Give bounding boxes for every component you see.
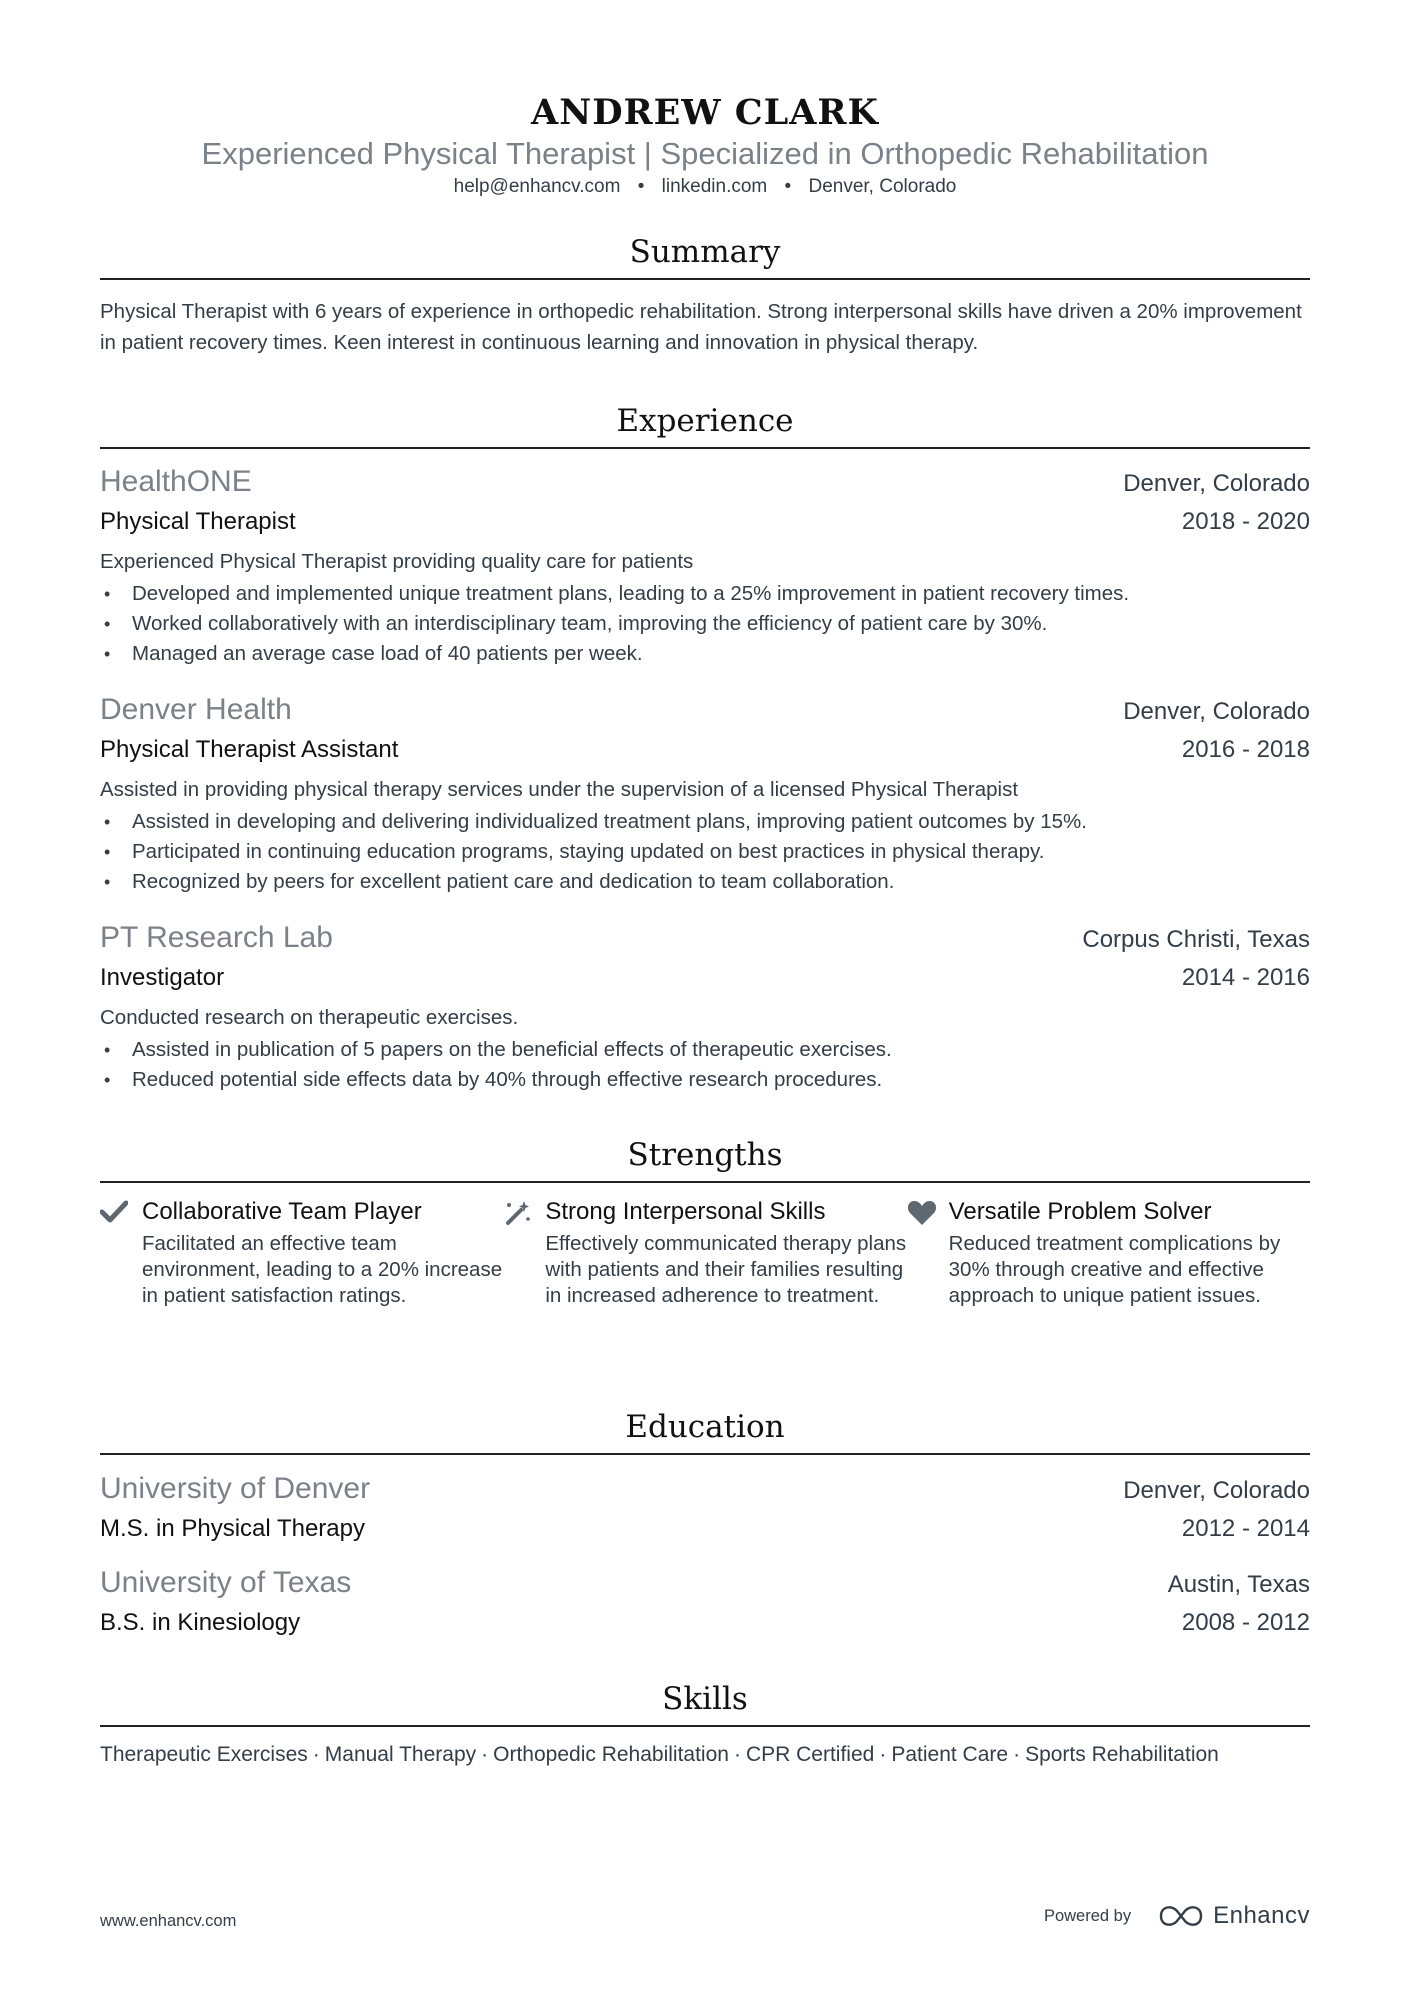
enhancv-logo-icon <box>1157 1903 1205 1929</box>
skill-item: Orthopedic Rehabilitation <box>493 1743 729 1766</box>
education-dates: 2008 - 2012 <box>1181 1609 1310 1636</box>
job-role: Physical Therapist Assistant <box>100 736 399 763</box>
job-bullet: • Worked collaboratively with an interdisciplinary team, improving the efficiency of patient care by 30%. <box>100 609 1310 639</box>
footer-website[interactable]: www.enhancv.com <box>100 1912 237 1930</box>
strength-item <box>100 1195 503 1309</box>
contact-location: Denver, Colorado <box>808 176 957 197</box>
enhancv-wordmark: Enhancv <box>1213 1902 1310 1929</box>
contact-separator: • <box>637 176 645 197</box>
skill-separator: · <box>879 1743 887 1766</box>
job-bullets <box>100 807 1310 897</box>
strength-text: Facilitated an effective team environment, leading to a 20% increase in patient satisfaction ratings. <box>142 1232 503 1307</box>
skill-separator: · <box>1013 1743 1021 1766</box>
powered-by-label: Powered by <box>1043 1906 1132 1925</box>
strength-item <box>503 1195 906 1309</box>
experience-entry <box>100 463 1310 669</box>
strength-text: Effectively communicated therapy plans with patients and their families resulting in increased adherence to treatment. <box>545 1232 907 1307</box>
skill-item: Manual Therapy <box>324 1743 477 1766</box>
contact-line <box>100 175 1310 199</box>
contact-linkedin[interactable]: linkedin.com <box>661 176 768 197</box>
heart-icon <box>907 1195 949 1309</box>
education-entry <box>100 1470 1310 1548</box>
job-dates: 2014 - 2016 <box>1181 964 1310 991</box>
skill-separator: · <box>733 1743 741 1766</box>
job-bullet: • Recognized by peers for excellent patient care and dedication to team collaboration. <box>100 867 1310 897</box>
degree: B.S. in Kinesiology <box>100 1609 301 1636</box>
job-description: Conducted research on therapeutic exercises. <box>100 1006 519 1029</box>
job-location: Denver, Colorado <box>1123 470 1310 497</box>
job-dates: 2018 - 2020 <box>1181 508 1310 535</box>
contact-separator: • <box>784 176 792 197</box>
resume-header <box>100 92 1310 199</box>
summary-heading: Summary <box>100 232 1310 280</box>
experience-entry <box>100 919 1310 1095</box>
strength-text: Reduced treatment complications by 30% through creative and effective approach to unique patient issues. <box>948 1232 1281 1307</box>
strength-item <box>907 1195 1310 1309</box>
job-bullets <box>100 579 1310 669</box>
job-bullet: • Assisted in developing and delivering individualized treatment plans, improving patient outcomes by 15%. <box>100 807 1310 837</box>
skill-separator: · <box>481 1743 489 1766</box>
school-location: Denver, Colorado <box>1123 1477 1310 1504</box>
education-entry <box>100 1564 1310 1642</box>
strength-title: Collaborative Team Player <box>142 1198 422 1225</box>
job-bullet: • Reduced potential side effects data by 40% through effective research procedures. <box>100 1065 1310 1095</box>
enhancv-logo[interactable] <box>1157 1902 1310 1930</box>
strengths-heading: Strengths <box>100 1135 1310 1183</box>
education-dates: 2012 - 2014 <box>1181 1515 1310 1542</box>
job-bullet: • Participated in continuing education programs, staying updated on best practices in physical therapy. <box>100 837 1310 867</box>
school-name: University of Texas <box>100 1566 352 1599</box>
checkmark-icon <box>100 1195 142 1309</box>
school-name: University of Denver <box>100 1472 371 1505</box>
job-bullet: • Managed an average case load of 40 patients per week. <box>100 639 1310 669</box>
skills-list <box>100 1740 1310 1770</box>
job-bullet: • Developed and implemented unique treatment plans, leading to a 25% improvement in patient recovery times. <box>100 579 1310 609</box>
summary-text: Physical Therapist with 6 years of experience in orthopedic rehabilitation. Strong interpersonal skills have driven a 20% improvement in patient recovery times. Keen interest in continuous learning and innovation in physical therapy. <box>100 300 1302 354</box>
skill-item: Patient Care <box>891 1743 1009 1766</box>
skill-item: Therapeutic Exercises <box>100 1743 308 1766</box>
school-location: Austin, Texas <box>1167 1571 1310 1598</box>
candidate-name: ANDREW CLARK <box>531 92 879 133</box>
job-role: Physical Therapist <box>100 508 296 535</box>
education-heading: Education <box>100 1407 1310 1455</box>
strengths-list <box>100 1195 1310 1309</box>
experience-heading: Experience <box>100 401 1310 449</box>
strength-title: Versatile Problem Solver <box>948 1198 1212 1225</box>
strength-title: Strong Interpersonal Skills <box>545 1198 826 1225</box>
job-dates: 2016 - 2018 <box>1181 736 1310 763</box>
degree: M.S. in Physical Therapy <box>100 1515 365 1542</box>
candidate-tagline: Experienced Physical Therapist | Specialized in Orthopedic Rehabilitation <box>201 136 1209 171</box>
skill-item: Sports Rehabilitation <box>1025 1743 1219 1766</box>
job-role: Investigator <box>100 964 225 991</box>
skill-item: CPR Certified <box>745 1743 875 1766</box>
company-name: Denver Health <box>100 693 292 726</box>
magic-wand-icon <box>503 1195 545 1309</box>
skill-separator: · <box>312 1743 320 1766</box>
skills-heading: Skills <box>100 1679 1310 1727</box>
job-location: Corpus Christi, Texas <box>1082 926 1310 953</box>
job-description: Experienced Physical Therapist providing quality care for patients <box>100 550 694 573</box>
job-description: Assisted in providing physical therapy services under the supervision of a licensed Physical Therapist <box>100 778 1019 801</box>
company-name: HealthONE <box>100 465 252 498</box>
footer-powered-by <box>1044 1902 1310 1930</box>
company-name: PT Research Lab <box>100 921 333 954</box>
job-location: Denver, Colorado <box>1123 698 1310 725</box>
job-bullet: • Assisted in publication of 5 papers on the beneficial effects of therapeutic exercises. <box>100 1035 1310 1065</box>
contact-email[interactable]: help@enhancv.com <box>453 176 621 197</box>
experience-entry <box>100 691 1310 897</box>
job-bullets <box>100 1035 1310 1095</box>
